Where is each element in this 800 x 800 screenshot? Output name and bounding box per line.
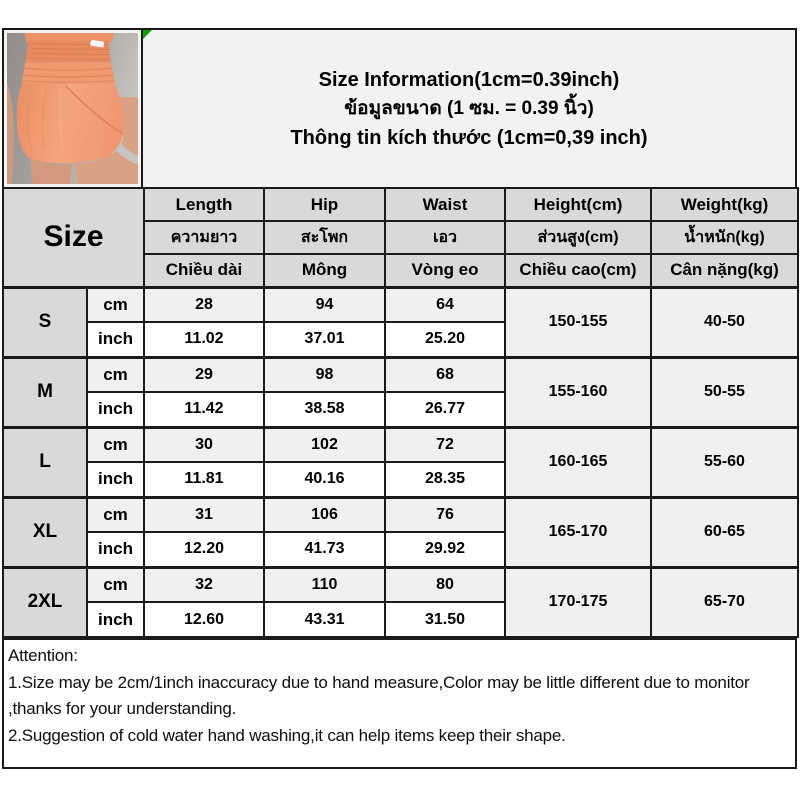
- value-cell-cm-1: 94: [264, 287, 385, 322]
- value-cell-cm-2: 80: [385, 567, 505, 602]
- shorts-waistband-elastic: [22, 62, 115, 83]
- value-cell-inch-2: 25.20: [385, 322, 505, 357]
- height-range-cell: 155-160: [505, 357, 651, 427]
- value-cell-cm-0: 29: [144, 357, 264, 392]
- height-range-cell: 150-155: [505, 287, 651, 357]
- size-row-M-cm: [3, 357, 798, 392]
- unit-cell-inch: inch: [87, 462, 144, 497]
- value-cell-cm-1: 106: [264, 497, 385, 532]
- value-cell-cm-0: 31: [144, 497, 264, 532]
- size-label-cell: L: [3, 427, 87, 497]
- value-cell-cm-2: 68: [385, 357, 505, 392]
- value-cell-inch-0: 12.60: [144, 602, 264, 637]
- value-cell-cm-1: 110: [264, 567, 385, 602]
- unit-cell-inch: inch: [87, 602, 144, 637]
- value-cell-inch-2: 31.50: [385, 602, 505, 637]
- size-row-L-cm: [3, 427, 798, 462]
- value-cell-inch-0: 11.42: [144, 392, 264, 427]
- col-header-waist-vi: Vòng eo: [385, 254, 505, 287]
- weight-range-cell: 50-55: [651, 357, 798, 427]
- col-header-hip-vi: Mông: [264, 254, 385, 287]
- size-label-cell: S: [3, 287, 87, 357]
- value-cell-inch-0: 11.81: [144, 462, 264, 497]
- value-cell-cm-0: 30: [144, 427, 264, 462]
- value-cell-cm-0: 32: [144, 567, 264, 602]
- title-line-vi: Thông tin kích thước (1cm=0,39 inch): [290, 126, 648, 149]
- value-cell-inch-0: 11.02: [144, 322, 264, 357]
- size-row-XL-cm: [3, 497, 798, 532]
- value-cell-cm-1: 102: [264, 427, 385, 462]
- product-photo-image: [7, 33, 138, 184]
- value-cell-inch-1: 40.16: [264, 462, 385, 497]
- value-cell-inch-2: 29.92: [385, 532, 505, 567]
- product-photo: [2, 28, 143, 189]
- weight-range-cell: 60-65: [651, 497, 798, 567]
- value-cell-inch-1: 37.01: [264, 322, 385, 357]
- col-header-length-th: ความยาว: [144, 221, 264, 254]
- size-row-2XL-cm: [3, 567, 798, 602]
- col-header-hip-en: Hip: [264, 188, 385, 221]
- title-line-th: ข้อมูลขนาด (1 ซม. = 0.39 นิ้ว): [344, 97, 594, 119]
- value-cell-cm-0: 28: [144, 287, 264, 322]
- col-header-height-vi: Chiều cao(cm): [505, 254, 651, 287]
- col-header-height-en: Height(cm): [505, 188, 651, 221]
- col-header-length-vi: Chiều dài: [144, 254, 264, 287]
- title-line-en: Size Information(1cm=0.39inch): [318, 68, 620, 91]
- col-header-weight-vi: Cân nặng(kg): [651, 254, 798, 287]
- attention-line-1: 1.Size may be 2cm/1inch inaccuracy due to hand measure,Color may be little different due to monitor: [8, 672, 750, 692]
- unit-cell-cm: cm: [87, 497, 144, 532]
- unit-cell-cm: cm: [87, 357, 144, 392]
- col-header-waist-th: เอว: [385, 221, 505, 254]
- size-label-cell: XL: [3, 497, 87, 567]
- attention-heading: Attention:: [8, 646, 78, 665]
- unit-cell-cm: cm: [87, 427, 144, 462]
- size-label-cell: M: [3, 357, 87, 427]
- height-range-cell: 160-165: [505, 427, 651, 497]
- value-cell-inch-1: 41.73: [264, 532, 385, 567]
- value-cell-inch-1: 43.31: [264, 602, 385, 637]
- title-block: [141, 28, 797, 189]
- size-label-cell: 2XL: [3, 567, 87, 637]
- col-header-height-th: ส่วนสูง(cm): [505, 221, 651, 254]
- value-cell-inch-1: 38.58: [264, 392, 385, 427]
- attention-line-3: 2.Suggestion of cold water hand washing,it can help items keep their shape.: [8, 725, 566, 745]
- col-header-hip-th: สะโพก: [264, 221, 385, 254]
- value-cell-inch-2: 28.35: [385, 462, 505, 497]
- height-range-cell: 170-175: [505, 567, 651, 637]
- weight-range-cell: 65-70: [651, 567, 798, 637]
- value-cell-cm-2: 64: [385, 287, 505, 322]
- unit-cell-inch: inch: [87, 532, 144, 567]
- green-corner-marker: [143, 30, 152, 39]
- col-header-waist-en: Waist: [385, 188, 505, 221]
- value-cell-inch-2: 26.77: [385, 392, 505, 427]
- value-cell-cm-2: 72: [385, 427, 505, 462]
- col-header-weight-th: น้ำหนัก(kg): [651, 221, 798, 254]
- unit-cell-cm: cm: [87, 567, 144, 602]
- col-header-weight-en: Weight(kg): [651, 188, 798, 221]
- col-header-length-en: Length: [144, 188, 264, 221]
- unit-cell-cm: cm: [87, 287, 144, 322]
- size-header-cell: Size: [3, 188, 144, 287]
- size-table: [2, 187, 799, 638]
- height-range-cell: 165-170: [505, 497, 651, 567]
- value-cell-inch-0: 12.20: [144, 532, 264, 567]
- attention-box: [2, 638, 797, 769]
- size-row-S-cm: [3, 287, 798, 322]
- unit-cell-inch: inch: [87, 322, 144, 357]
- weight-range-cell: 40-50: [651, 287, 798, 357]
- attention-line-2: ,thanks for your understanding.: [8, 699, 237, 718]
- attention-lines: [8, 670, 791, 750]
- weight-range-cell: 55-60: [651, 427, 798, 497]
- unit-cell-inch: inch: [87, 392, 144, 427]
- value-cell-cm-1: 98: [264, 357, 385, 392]
- value-cell-cm-2: 76: [385, 497, 505, 532]
